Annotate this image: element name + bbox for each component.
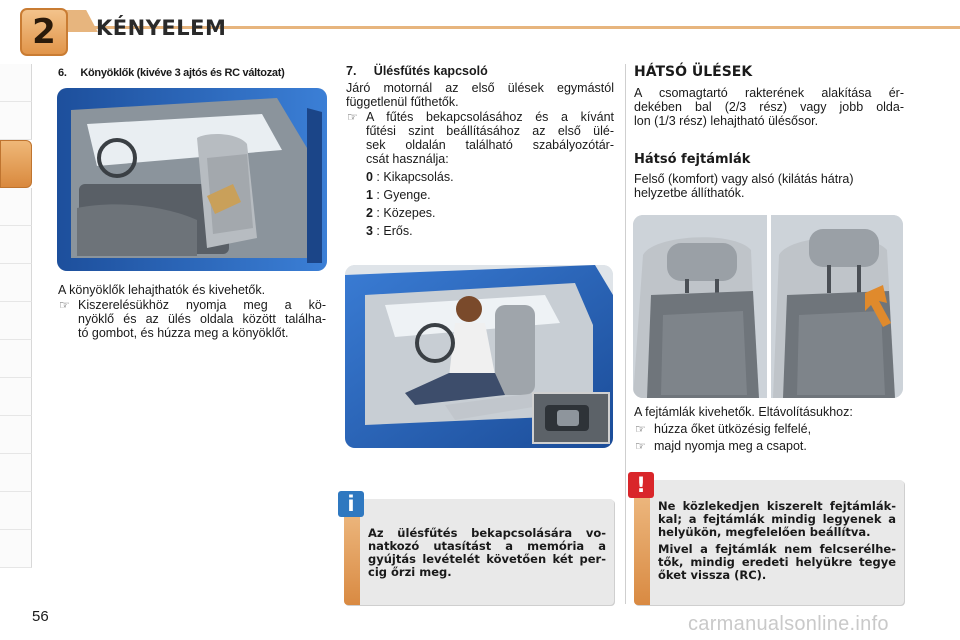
headrest-step-1: húzza őket ütközésig felfelé,	[654, 422, 812, 436]
index-tab-4[interactable]	[0, 188, 32, 226]
seat-heating-bullet-3: sek oldalán található szabályozótár-	[366, 138, 614, 152]
index-tab-13[interactable]	[0, 530, 32, 568]
armrest-heading: 6. Könyöklők (kivéve 3 ajtós és RC változat)	[58, 67, 285, 79]
index-tab-11[interactable]	[0, 454, 32, 492]
headrest-removal-intro: A fejtámlák kivehetők. Eltávolításukhoz:	[634, 405, 853, 419]
armrest-bullet-line-1: Kiszerelésükhöz nyomja meg a kö-	[78, 298, 326, 312]
bullet-icon: ☞	[59, 298, 70, 312]
seat-heating-illustration	[345, 265, 613, 448]
info-note-line-2: natkozó utasítást a memória a	[368, 539, 606, 553]
armrest-bullet-line-2: nyöklő és az ülés oldala között találha-	[78, 312, 326, 326]
warning-line-2: kal; a fejtámlák mindig legyenek a	[658, 512, 896, 526]
index-tab-9[interactable]	[0, 378, 32, 416]
warning-line-3: helyükön, megfelelően beállítva.	[658, 525, 871, 539]
page-title: KÉNYELEM	[96, 16, 227, 40]
seat-heating-intro-1: Járó motornál az első ülések egymástól	[346, 81, 614, 95]
watermark: carmanualsonline.info	[688, 613, 889, 635]
rear-seats-body-3: lon (1/3 rész) lehajtható ülésősor.	[634, 114, 819, 128]
note-stripe	[634, 480, 650, 605]
index-tab-5[interactable]	[0, 226, 32, 264]
index-tab-8[interactable]	[0, 340, 32, 378]
warning-note	[634, 473, 904, 605]
heating-level-1: 1 : Gyenge.	[366, 188, 431, 202]
armrest-bullet-line-3: tó gombot, és húzza meg a könyöklőt.	[78, 326, 289, 340]
bullet-icon: ☞	[635, 439, 646, 453]
index-tab-active[interactable]	[0, 140, 32, 188]
seat-heating-bullet-2: fűtési szint beállításához az első ülé-	[366, 124, 614, 138]
info-icon: i	[338, 491, 364, 517]
rear-headrests-heading: Hátsó fejtámlák	[634, 152, 751, 167]
index-tab-12[interactable]	[0, 492, 32, 530]
chapter-index-tabs	[0, 64, 32, 576]
warning-line-5: tők, mindig eredeti helyükre tegye	[658, 555, 896, 569]
column-divider	[625, 64, 626, 604]
index-tab-6[interactable]	[0, 264, 32, 302]
rear-headrests-body-2: helyzetbe állíthatók.	[634, 186, 745, 200]
warning-line-1: Ne közlekedjen kiszerelt fejtámlák-	[658, 499, 896, 513]
heating-level-0: 0 : Kikapcsolás.	[366, 170, 454, 184]
rear-seats-body-2: dekében bal (2/3 rész) vagy jobb olda-	[634, 100, 904, 114]
seat-heating-bullet-1: A fűtés bekapcsolásához és a kívánt	[366, 110, 614, 124]
warning-line-4: Mivel a fejtámlák nem felcserélhe-	[658, 542, 896, 556]
headrest-step-2: majd nyomja meg a csapot.	[654, 439, 807, 453]
seat-heating-heading: 7. Ülésfűtés kapcsoló	[346, 64, 488, 78]
rear-seats-heading: HÁTSÓ ÜLÉSEK	[634, 64, 753, 80]
info-note-line-4: cig őrzi meg.	[368, 565, 452, 579]
index-tab-10[interactable]	[0, 416, 32, 454]
seat-heating-bullet-4: csát használja:	[366, 152, 449, 166]
page-number: 56	[32, 608, 49, 625]
rear-seats-body-1: A csomagtartó rakterének alakítása ér-	[634, 86, 904, 100]
warning-icon: !	[628, 472, 654, 498]
armrest-body: A könyöklők lehajthatók és kivehetők.	[58, 283, 266, 297]
bullet-icon: ☞	[347, 110, 358, 124]
seat-heating-intro-2: függetlenül fűthetők.	[346, 95, 459, 109]
index-tab-1[interactable]	[0, 64, 32, 102]
chapter-number-badge: 2	[20, 8, 68, 56]
index-tab-2[interactable]	[0, 102, 32, 140]
index-tab-7[interactable]	[0, 302, 32, 340]
info-note-line-1: Az ülésfűtés bekapcsolására vo-	[368, 526, 606, 540]
info-note	[344, 492, 614, 605]
warning-line-6: őket vissza (RC).	[658, 568, 767, 582]
heating-level-3: 3 : Erős.	[366, 224, 413, 238]
info-note-line-3: gyújtás levételét követően két per-	[368, 552, 606, 566]
bullet-icon: ☞	[635, 422, 646, 436]
headrest-illustration	[633, 215, 903, 398]
heating-level-2: 2 : Közepes.	[366, 206, 436, 220]
rear-headrests-body-1: Felső (komfort) vagy alsó (kilátás hátra)	[634, 172, 854, 186]
armrest-illustration	[57, 88, 327, 271]
